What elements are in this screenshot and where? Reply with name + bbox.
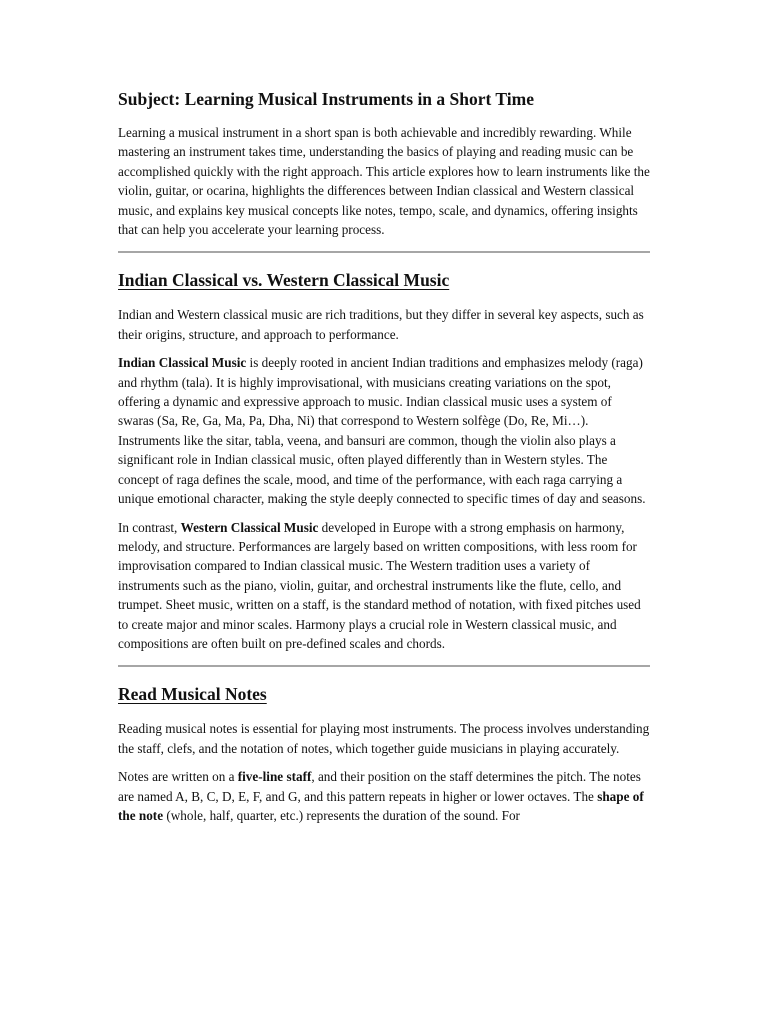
section-divider (118, 665, 650, 667)
section-divider (118, 251, 650, 253)
read-notes-intro-paragraph: Reading musical notes is essential for playing most instruments. The process involves understanding the staff, clefs, and the notation of notes, which together guide musicians in playing accurately. (118, 721, 650, 756)
notes-tail: (whole, half, quarter, etc.) represents the duration of the sound. For (163, 807, 520, 823)
indian-classical-text: is deeply rooted in ancient Indian traditions and emphasizes melody (raga) and rhythm (tala). It is highly improvisational, with musicians creating variations on the spot, offering a dynamic and expressive approach to music. Indian classical music uses a system of swaras (Sa, Re, Ga, Ma, Pa, Dha, Ni) that correspond to Western solfège (Do, Re, Mi…). Instruments like the sitar, tabla, veena, and bansuri are common, though the violin also plays a significant role in Indian classical music, often played differently than in Western styles. The concept of raga defines the scale, mood, and time of the performance, with each raga carrying a unique emotional character, making the style deeply connected to specific times of day and seasons. (118, 355, 646, 507)
section-heading-indian-vs-western: Indian Classical vs. Western Classical Music (118, 270, 450, 291)
five-line-staff-term: five-line staff (237, 769, 312, 785)
indian-classical-paragraph (118, 353, 650, 508)
notes-lead: Notes are written on a (118, 769, 238, 785)
subject-heading: Subject: Learning Musical Instruments in a Short Time (118, 89, 534, 109)
article-content (118, 86, 650, 834)
shape-of-note-term: shape of the note (118, 788, 644, 823)
indian-classical-term: Indian Classical Music (118, 355, 247, 371)
western-classical-term: Western Classical Music (180, 519, 319, 535)
western-classical-lead: In contrast, (118, 519, 181, 535)
intro-paragraph: Learning a musical instrument in a short span is both achievable and incredibly rewarding. While mastering an instrument takes time, understanding the basics of playing and reading music can be accomplished quickly with the right approach. This article explores how to learn instruments like the violin, guitar, or ocarina, highlights the differences between Indian classical and Western classical music, and explains key musical concepts like notes, tempo, scale, and dynamics, offering insights that can help you accelerate your learning process. (118, 125, 650, 238)
notes-mid: , and their position on the staff determines the pitch. The notes are named A, B, C, D, E, F, and G, and this pattern repeats in higher or lower octaves. The (118, 769, 641, 804)
western-classical-text: developed in Europe with a strong emphasis on harmony, melody, and structure. Performances are largely based on written compositions, with less room for improvisation compared to Indian classical music. The Western tradition uses a variety of instruments such as the piano, violin, guitar, and orchestral instruments like the flute, cello, and trumpet. Sheet music, written on a staff, is the standard method of notation, with fixed pitches used to create major and minor scales. Harmony plays a crucial role in Western classical music, and compositions are often built on pre-defined scales and chords. (118, 519, 641, 651)
section-heading-read-notes: Read Musical Notes (118, 684, 267, 705)
western-classical-paragraph (118, 518, 650, 654)
notes-staff-paragraph (118, 767, 650, 825)
comparison-intro-paragraph: Indian and Western classical music are rich traditions, but they differ in several key aspects, such as their origins, structure, and approach to performance. (118, 307, 644, 342)
